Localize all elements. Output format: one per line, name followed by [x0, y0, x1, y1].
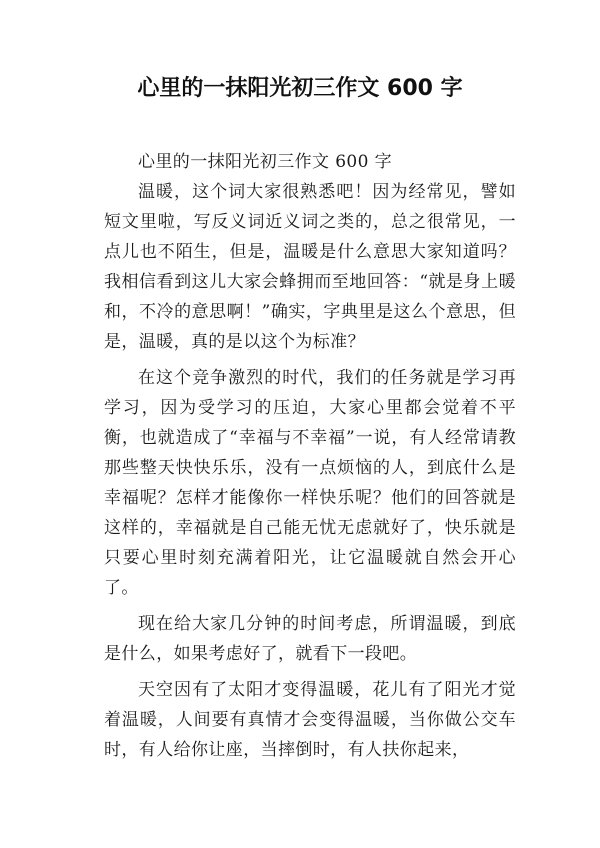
- document-subtitle-paragraph: 心里的一抹阳光初三作文 600 字: [138, 152, 393, 172]
- paragraph-2: 在这个竞争激烈的时代，我们的任务就是学习再学习，因为受学习的压迫，大家心里都会觉着不平衡，也就造成了“幸福与不幸福”一说，有人经常请教那些整天快快乐乐，没有一点烦恼的人，到底什么是幸福呢？怎样才能像你一样快乐呢？他们的回答就是这样的，幸福就是自己能无忧无虑就好了，快乐就是只要心里时刻充满着阳光，让它温暖就自然会开心了。: [104, 368, 516, 598]
- paragraph-3: 现在给大家几分钟的时间考虑，所谓温暖，到底是什么，如果考虑好了，就看下一段吧。: [104, 614, 516, 664]
- document-title: 心里的一抹阳光初三作文 600 字: [137, 76, 463, 101]
- document-body: [104, 147, 516, 771]
- paragraph-1: 温暖，这个词大家很熟悉吧！因为经常见，譬如短文里啦，写反义词近义词之类的，总之很常见，一点儿也不陌生，但是，温暖是什么意思大家知道吗？我相信看到这儿大家会蜂拥而至地回答：“就是身上暖和，不冷的意思啊！”确实，字典里是这么个意思，但是，温暖，真的是以这个为标准？: [104, 182, 516, 352]
- paragraph-4: 天空因有了太阳才变得温暖，花儿有了阳光才觉着温暖，人间要有真情才会变得温暖，当你做公交车时，有人给你让座，当摔倒时，有人扶你起来，: [104, 680, 516, 760]
